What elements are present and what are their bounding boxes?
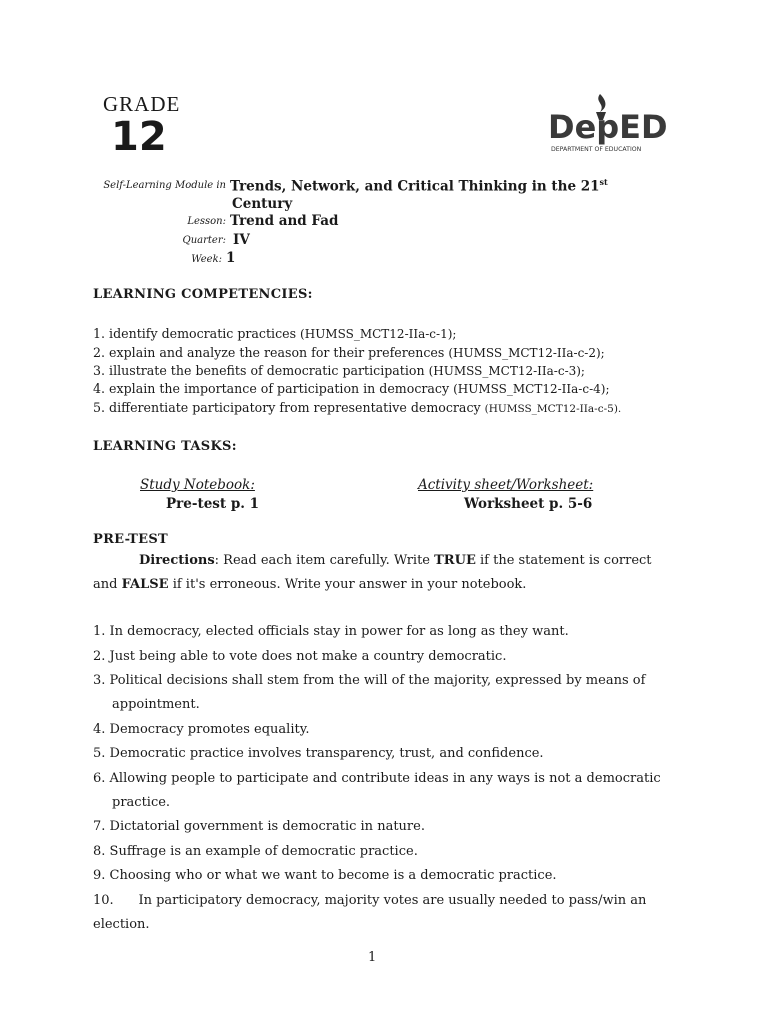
directions-text: : Read each item carefully. Write xyxy=(214,553,435,568)
pretest-item: 10. In participatory democracy, majority votes are usually needed to pass/win an xyxy=(93,893,647,908)
competency-item xyxy=(93,363,585,378)
logo-subtext: DEPARTMENT OF EDUCATION xyxy=(551,146,642,153)
lesson-value: Trend and Fad xyxy=(230,213,339,229)
study-notebook-value: Pre-test p. 1 xyxy=(166,496,260,512)
pretest-item: 4. Democracy promotes equality. xyxy=(93,722,310,737)
competency-code: (HUMSS_MCT12-IIa-c-2); xyxy=(448,346,605,360)
directions-line-2 xyxy=(93,573,675,597)
directions-label: Directions xyxy=(139,553,215,568)
study-notebook-label: Study Notebook: xyxy=(140,477,255,493)
quarter-label: Quarter: xyxy=(182,235,226,246)
competency-text: differentiate participatory from representative democracy xyxy=(109,400,485,415)
grade-number: 12 xyxy=(111,114,167,160)
pretest-item: 2. Just being able to vote does not make a country democratic. xyxy=(93,649,507,664)
pretest-item: 7. Dictatorial government is democratic in nature. xyxy=(93,819,425,834)
worksheet-value: Worksheet p. 5-6 xyxy=(464,496,593,512)
directions-text: if the statement is correct xyxy=(475,553,652,568)
competency-num: 1. xyxy=(93,326,106,341)
competency-code: (HUMSS_MCT12-IIa-c-3); xyxy=(428,364,585,378)
pretest-directions xyxy=(93,549,675,597)
module-title-sup: st xyxy=(599,177,608,187)
competency-item xyxy=(93,345,605,360)
competency-item xyxy=(93,381,610,396)
directions-false: FALSE xyxy=(121,577,169,592)
competencies-heading: LEARNING COMPETENCIES: xyxy=(93,287,313,302)
pretest-item-continuation: election. xyxy=(93,917,150,932)
pretest-item-continuation: practice. xyxy=(112,795,171,810)
competency-text: identify democratic practices xyxy=(109,326,301,341)
deped-logo xyxy=(524,90,674,156)
module-title-line2: Century xyxy=(232,196,293,212)
competency-num: 4. xyxy=(93,381,106,396)
tasks-heading: LEARNING TASKS: xyxy=(93,439,237,454)
lesson-label: Lesson: xyxy=(187,216,226,227)
week-label: Week: xyxy=(191,254,222,265)
directions-text: if it's erroneous. Write your answer in your notebook. xyxy=(168,577,527,592)
quarter-value: IV xyxy=(233,232,250,248)
pretest-heading: PRE-TEST xyxy=(93,532,169,547)
pretest-item: 9. Choosing who or what we want to become is a democratic practice. xyxy=(93,868,557,883)
worksheet-label: Activity sheet/Worksheet: xyxy=(418,477,594,493)
pretest-item: 1. In democracy, elected officials stay in power for as long as they want. xyxy=(93,624,569,639)
competency-num: 2. xyxy=(93,345,106,360)
deped-logo-graphic xyxy=(524,90,674,156)
competency-num: 5. xyxy=(93,400,106,415)
competency-item xyxy=(93,400,621,415)
pretest-item: 6. Allowing people to participate and contribute ideas in any ways is not a democratic xyxy=(93,771,661,786)
logo-wordmark: DepED xyxy=(548,108,668,146)
module-title-text: Trends, Network, and Critical Thinking in the 21 xyxy=(230,178,600,195)
directions-text: and xyxy=(93,577,122,592)
module-label: Self-Learning Module in xyxy=(103,180,226,191)
pretest-item: 3. Political decisions shall stem from the will of the majority, expressed by means of xyxy=(93,673,646,688)
page-number: 1 xyxy=(368,950,377,965)
directions-true: TRUE xyxy=(434,553,476,568)
competency-item xyxy=(93,326,456,341)
competency-code: (HUMSS_MCT12-IIa-c-1); xyxy=(300,327,457,341)
week-value: 1 xyxy=(226,250,236,266)
competency-text: explain the importance of participation in democracy xyxy=(109,381,454,396)
competency-code: (HUMSS_MCT12-IIa-c-4); xyxy=(453,382,610,396)
pretest-item: 8. Suffrage is an example of democratic practice. xyxy=(93,844,418,859)
directions-line-1 xyxy=(93,549,675,573)
pretest-item-continuation: appointment. xyxy=(112,697,200,712)
competency-text: illustrate the benefits of democratic participation xyxy=(109,363,429,378)
competency-code: (HUMSS_MCT12-IIa-c-5). xyxy=(484,403,622,415)
module-title xyxy=(230,177,608,195)
competency-text: explain and analyze the reason for their preferences xyxy=(109,345,449,360)
competency-num: 3. xyxy=(93,363,106,378)
grade-label: GRADE xyxy=(103,92,181,116)
pretest-item: 5. Democratic practice involves transparency, trust, and confidence. xyxy=(93,746,544,761)
